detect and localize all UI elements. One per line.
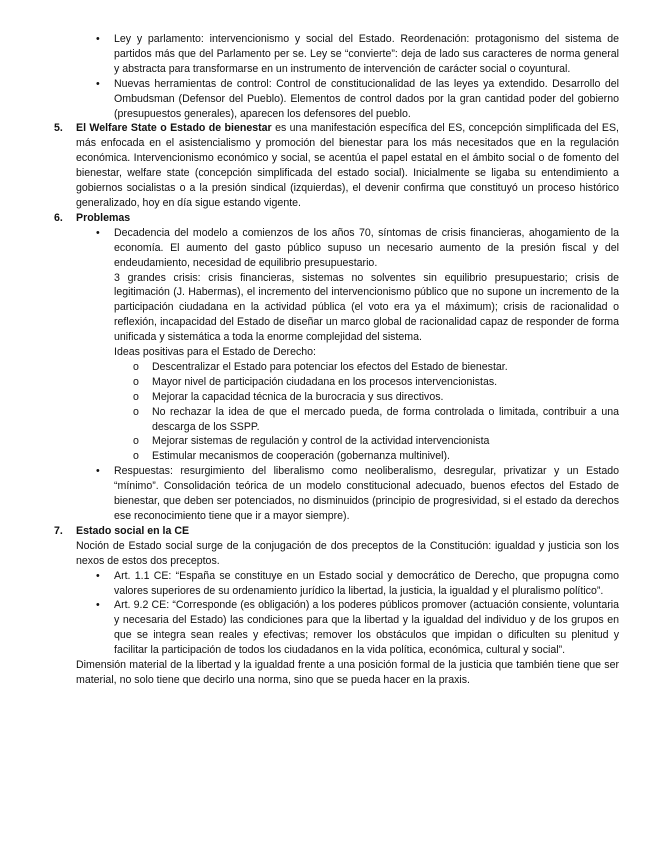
sub-bullet-text: No rechazar la idea de que el mercado pueda, de forma controlada o limitada, contribuir a una descarga de los SSPP. bbox=[152, 405, 619, 433]
bullet-item bbox=[32, 32, 619, 77]
circle-bullet-icon: o bbox=[133, 390, 139, 403]
sub-bullet-item bbox=[32, 360, 619, 375]
sub-bullet-text: Descentralizar el Estado para potenciar los efectos del Estado de bienestar. bbox=[152, 360, 508, 373]
sub-bullet-text: Estimular mecanismos de cooperación (gobernanza multinivel). bbox=[152, 450, 450, 463]
section-title: Estado social en la CE bbox=[76, 524, 190, 537]
section-number: 6. bbox=[54, 211, 63, 224]
circle-bullet-icon: o bbox=[133, 405, 139, 418]
sub-bullet-text: Mejorar la capacidad técnica de la burocracia y sus directivos. bbox=[152, 390, 444, 403]
closing-paragraph: Dimensión material de la libertad y la igualdad frente a una posición formal de la justicia que también tiene que ser material, no solo tiene que decirlo una norma, sino que se pueda hacer en la praxis. bbox=[76, 659, 619, 686]
bullet-item bbox=[32, 464, 619, 524]
circle-bullet-icon: o bbox=[133, 435, 139, 448]
bullet-item bbox=[32, 226, 619, 271]
ideas-title: Ideas positivas para el Estado de Derecho: bbox=[114, 346, 316, 359]
sub-bullet-item bbox=[32, 405, 619, 435]
section-number: 5. bbox=[54, 122, 63, 135]
bullet-item bbox=[32, 569, 619, 599]
bullet-icon: • bbox=[96, 465, 100, 478]
bullet-icon: • bbox=[96, 77, 100, 90]
bullet-text: Decadencia del modelo a comienzos de los años 70, síntomas de crisis financieras, ahogamiento de la economía. El aumento del gasto público supuso un necesario aumento de la presión fiscal y del endeudamiento, necesidad de equilibrio presupuestario. bbox=[114, 226, 619, 269]
section-title: El Welfare State o Estado de bienestar bbox=[76, 122, 272, 135]
bullet-item bbox=[32, 77, 619, 122]
bullet-item bbox=[32, 598, 619, 658]
section-6-heading bbox=[32, 211, 619, 226]
bullet-icon: • bbox=[96, 33, 100, 45]
sub-bullet-item bbox=[32, 390, 619, 405]
bullet-text: Nuevas herramientas de control: Control de constitucionalidad de las leyes ya extendido. Desarrollo del Ombudsman (Defensor del Pueblo). Elementos de control dados por la gran cantidad poder del gobierno (presupuestos generales), aparecen los defensores del pueblo. bbox=[114, 77, 619, 120]
sub-bullet-item bbox=[32, 375, 619, 390]
bullet-text: Art. 9.2 CE: “Corresponde (es obligación) a los poderes públicos promover (actuación consiente, voluntaria y necesaria del Estado) las condiciones para que la libertad y la igualdad del individuo y de los grupos en que se integra sean reales y efectivas; remover los obstáculos que impidan o dificulten su plenitud y facilitar la participación de todos los ciudadanos en la vida política, económica, cultural y social”. bbox=[114, 599, 619, 657]
circle-bullet-icon: o bbox=[133, 360, 139, 373]
bullet-text: Ley y parlamento: intervencionismo y social del Estado. Reordenación: protagonismo del sistema de partidos más que del Parlamento per se. Ley se “convierte”: deja de lado sus caracteres de norma general y abstracta para transformarse en un instrumento de intervención de carácter social o coyuntural. bbox=[114, 33, 619, 75]
circle-bullet-icon: o bbox=[133, 450, 139, 463]
bullet-icon: • bbox=[96, 226, 100, 239]
section-7-intro: Noción de Estado social surge de la conjugación de dos preceptos de la Constitución: igualdad y justicia son los nexos de estos dos preceptos. bbox=[76, 539, 619, 567]
bullet-icon: • bbox=[96, 599, 100, 612]
section-number: 7. bbox=[54, 524, 63, 537]
circle-bullet-icon: o bbox=[133, 375, 139, 388]
bullet-text: Art. 1.1 CE: “España se constituye en un Estado social y democrático de Derecho, que propugna como valores superiores de su ordenamiento jurídico la libertad, la justicia, la igualdad y el pluralismo político”. bbox=[114, 569, 619, 597]
section-title: Problemas bbox=[76, 211, 131, 224]
bullet-text: Respuestas: resurgimiento del liberalismo como neoliberalismo, desregular, privatizar y un Estado “mínimo”. Consolidación teórica de un modelo constitucional adecuado, buenos efectos del Estado de bienestar, que deben ser potenciados, no disminuidos (principio de progresividad, si el estado da derechos ese reconocimiento tiene que ir a mayor siempre). bbox=[114, 465, 619, 522]
section-7-heading bbox=[32, 524, 619, 539]
crisis-paragraph: 3 grandes crisis: crisis financieras, sistemas no solventes sin equilibrio presupuestario; crisis de legitimación (J. Habermas), el incremento del intervencionismo público que no supone un incremento de la participación ciudadana en la actividad pública (el voto era ya el máximum); crisis de racionalidad o reflexión, incapacidad del Estado de diseñar un marco global de racionalidad capaz de responder de forma unificada y sistemática a toda la enorme complejidad del sistema. bbox=[114, 271, 619, 344]
sub-bullet-text: Mejorar sistemas de regulación y control de la actividad intervencionista bbox=[152, 435, 490, 448]
section-text: es una manifestación específica del ES, concepción simplificada del ES, más enfocada en el asistencialismo y promoción del bienestar para los más necesitados que en la regulación económica. Intervencionismo económico y social, se acentúa el papel estatal en el ámbito social o de fomento del bienestar, welfare state (concepción simplificada del estado social). Inicialmente se ligaba su entendimiento a gobiernos socialistas o a la presión sindical (izquierdas), el devenir confirma que constituyó un proceso histórico generalizado, hoy en día sigue estando vigente. bbox=[76, 122, 619, 209]
sub-bullet-item bbox=[32, 434, 619, 449]
sub-bullet-text: Mayor nivel de participación ciudadana en los procesos intervencionistas. bbox=[152, 375, 498, 388]
section-5 bbox=[32, 121, 619, 210]
sub-bullet-item bbox=[32, 449, 619, 464]
bullet-icon: • bbox=[96, 569, 100, 582]
